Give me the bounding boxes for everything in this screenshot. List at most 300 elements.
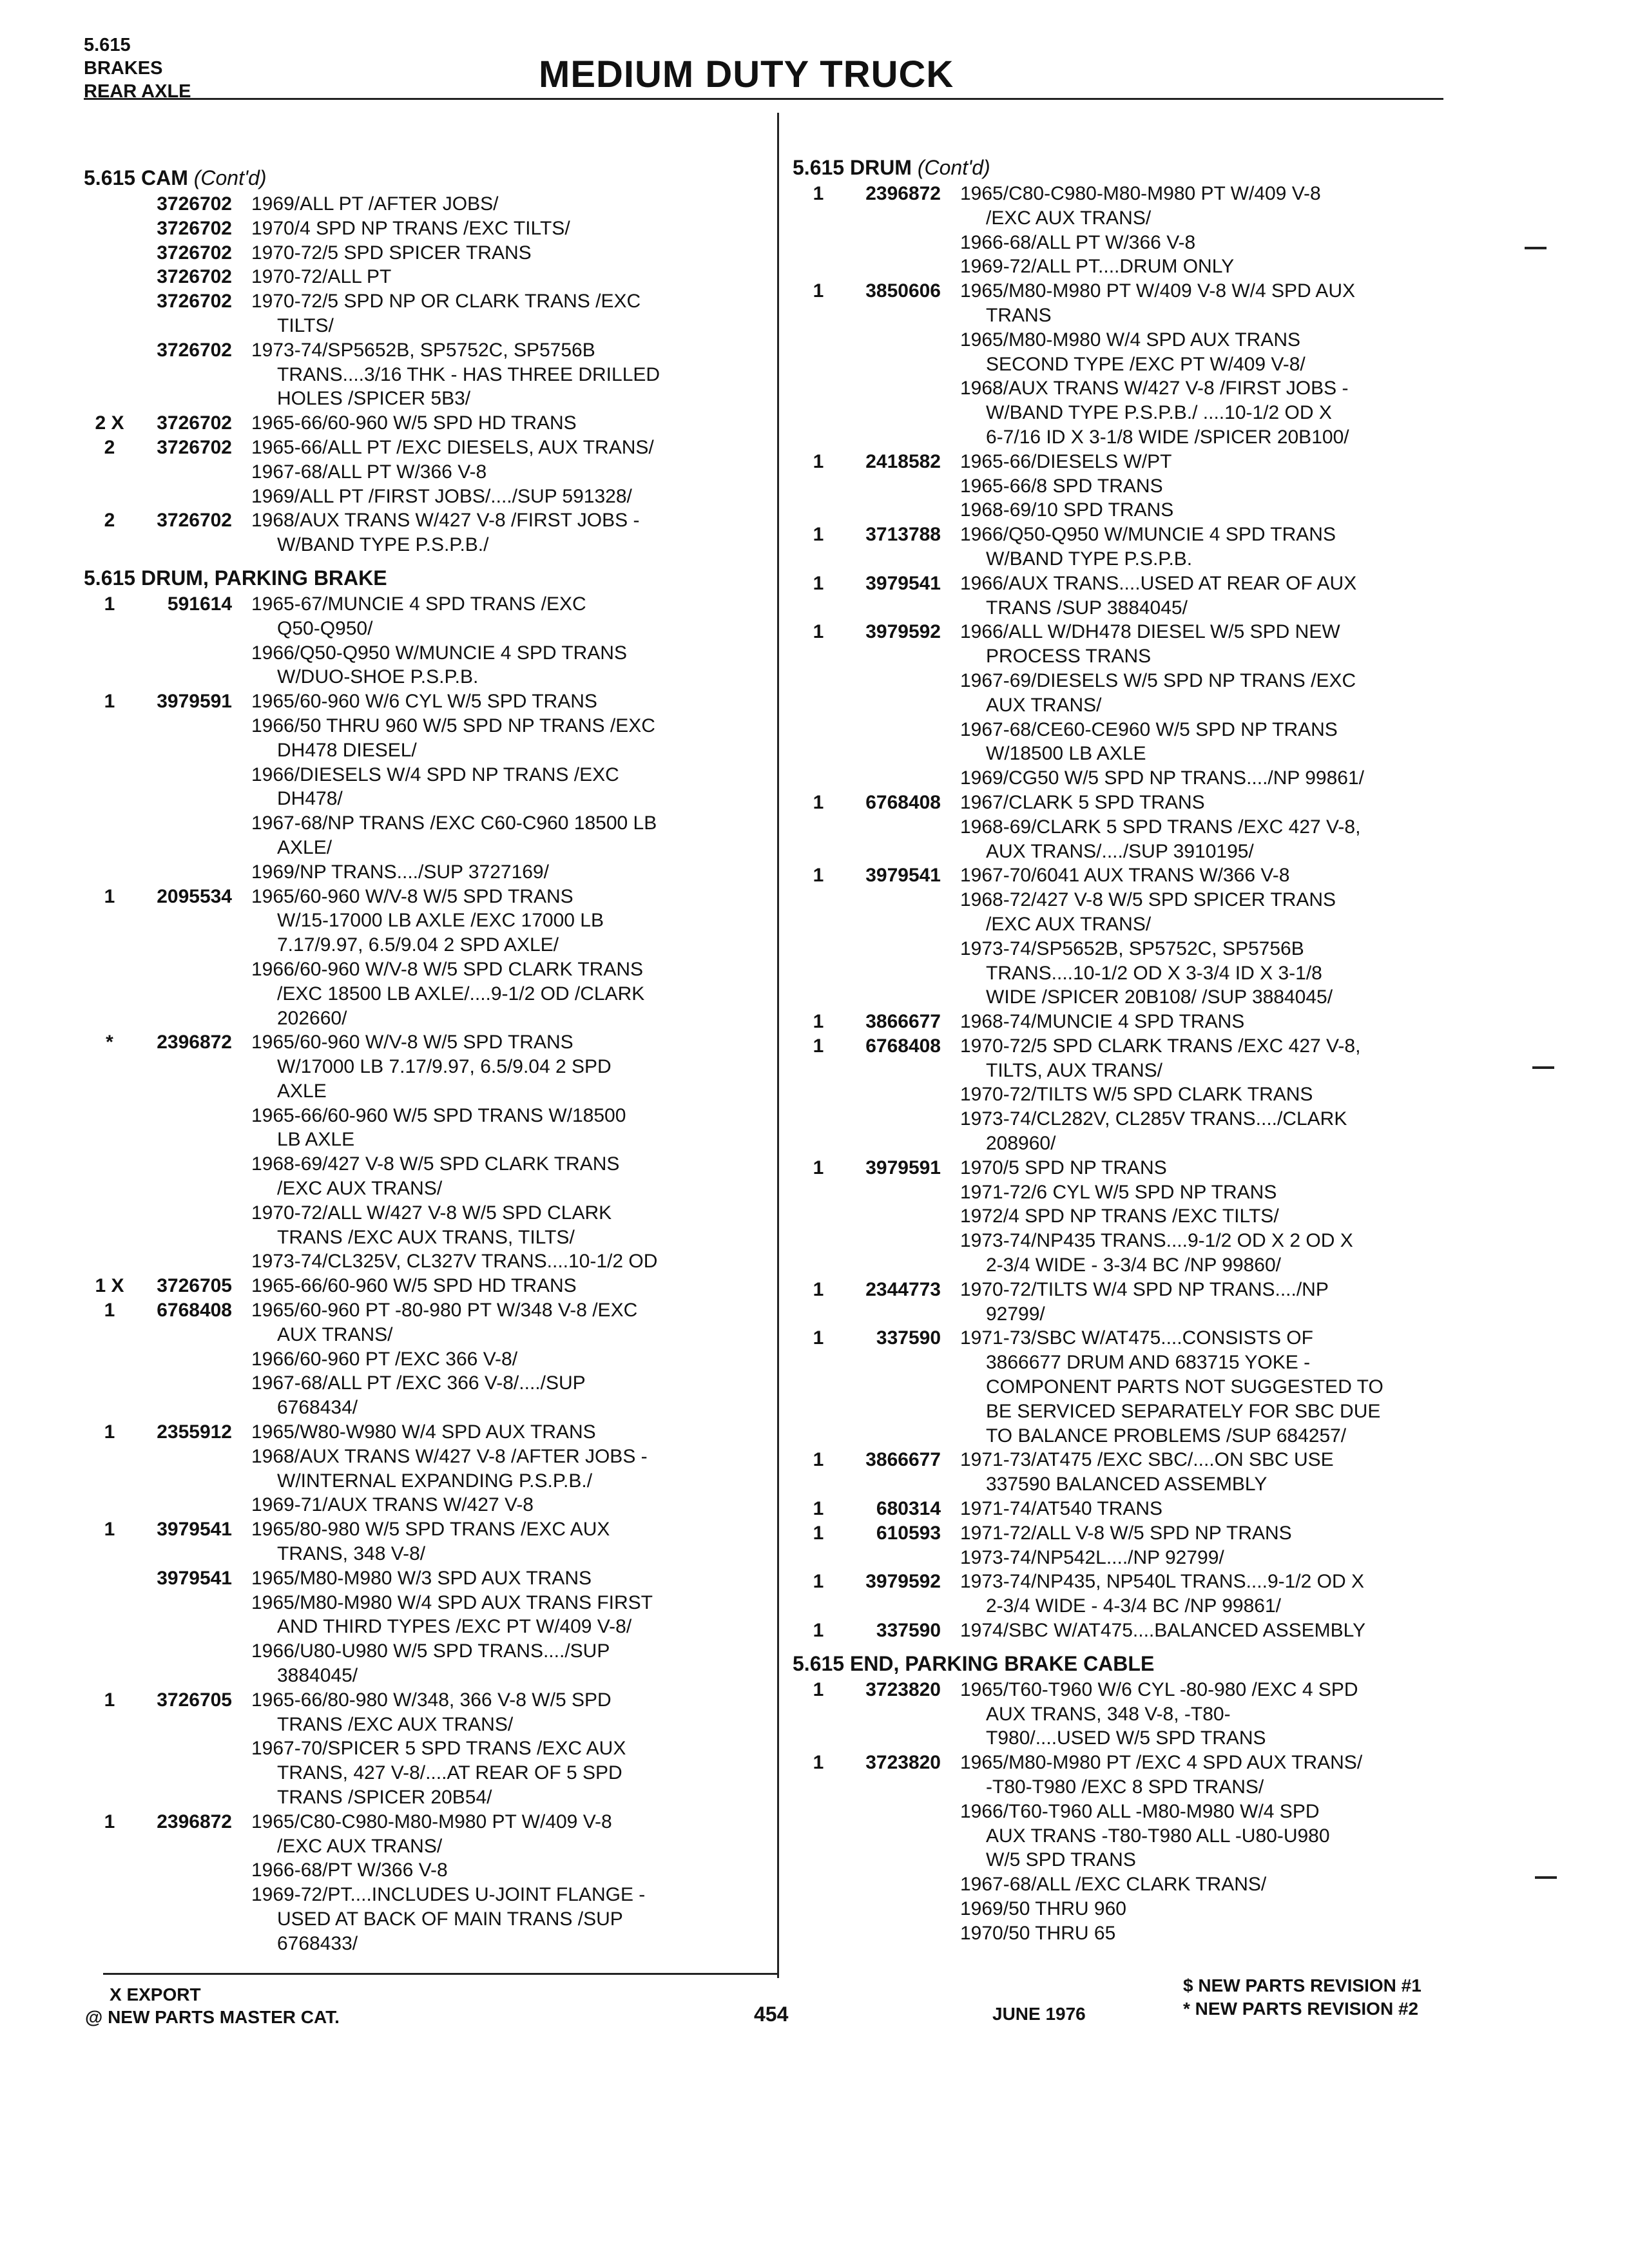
application-line: /EXC AUX TRANS/ bbox=[277, 1835, 443, 1857]
part-entry bbox=[84, 241, 767, 265]
quantity: 1 bbox=[813, 450, 824, 472]
application-line: TILTS, AUX TRANS/ bbox=[986, 1059, 1162, 1081]
revision-margin-mark bbox=[1525, 247, 1547, 249]
part-entry bbox=[84, 592, 767, 689]
application-line: 1966-68/ALL PT W/366 V-8 bbox=[960, 231, 1196, 253]
quantity: 1 bbox=[813, 1752, 824, 1774]
part-entry bbox=[84, 1420, 767, 1517]
header-rule bbox=[84, 98, 1443, 100]
quantity: 1 bbox=[104, 1689, 115, 1711]
application-notes bbox=[960, 1448, 1463, 1497]
application-line: 1968/AUX TRANS W/427 V-8 /FIRST JOBS - bbox=[251, 510, 640, 532]
section-title: 5.615 CAM bbox=[84, 166, 188, 189]
application-line: 1970-72/ALL W/427 V-8 W/5 SPD CLARK bbox=[251, 1202, 612, 1224]
section-heading bbox=[793, 1649, 1463, 1678]
application-line: 1970/50 THRU 65 bbox=[960, 1922, 1116, 1944]
application-notes bbox=[960, 863, 1463, 1010]
application-notes bbox=[251, 192, 767, 216]
quantity: 1 bbox=[104, 1519, 115, 1541]
application-line: 1969/ALL PT /FIRST JOBS/..../SUP 591328/ bbox=[251, 485, 632, 507]
part-number: 3979541 bbox=[865, 865, 941, 887]
page-title: MEDIUM DUTY TRUCK bbox=[539, 53, 954, 95]
application-notes bbox=[251, 1274, 767, 1298]
application-line: BE SERVICED SEPARATELY FOR SBC DUE bbox=[986, 1400, 1381, 1422]
section-qualifier: (Cont'd) bbox=[917, 156, 990, 179]
part-number: 3979591 bbox=[865, 1157, 941, 1178]
quantity: 2 X bbox=[95, 412, 124, 434]
application-notes bbox=[960, 1751, 1463, 1945]
application-line: /EXC AUX TRANS/ bbox=[986, 913, 1152, 935]
part-number: 3850606 bbox=[865, 280, 941, 302]
quantity: 1 bbox=[104, 691, 115, 713]
application-line: DH478/ bbox=[277, 788, 343, 810]
application-notes bbox=[251, 436, 767, 508]
application-line: /EXC 18500 LB AXLE/....9-1/2 OD /CLARK bbox=[277, 983, 645, 1004]
application-line: 1965/T60-T960 W/6 CYL -80-980 /EXC 4 SPD bbox=[960, 1678, 1358, 1700]
application-line: 6768434/ bbox=[277, 1397, 358, 1419]
application-line: 1965/W80-W980 W/4 SPD AUX TRANS bbox=[251, 1421, 596, 1443]
application-line: W/DUO-SHOE P.S.P.B. bbox=[277, 666, 479, 688]
part-number: 2095534 bbox=[157, 885, 232, 907]
application-line: DH478 DIESEL/ bbox=[277, 739, 417, 761]
application-line: W/5 SPD TRANS bbox=[986, 1849, 1136, 1871]
legend-revision-2: * NEW PARTS REVISION #2 bbox=[1183, 1999, 1419, 2019]
part-entry bbox=[793, 1751, 1463, 1945]
application-line: AND THIRD TYPES /EXC PT W/409 V-8/ bbox=[277, 1616, 632, 1638]
part-number: 3726705 bbox=[157, 1275, 232, 1297]
part-entry bbox=[793, 523, 1463, 572]
quantity: 1 bbox=[813, 280, 824, 302]
part-entry bbox=[84, 508, 767, 557]
application-line: 3866677 DRUM AND 683715 YOKE - bbox=[986, 1352, 1311, 1374]
header-code-subgroup: REAR AXLE bbox=[84, 81, 191, 102]
application-line: 1971-73/SBC W/AT475....CONSISTS OF bbox=[960, 1327, 1313, 1349]
application-line: 1965/M80-M980 PT /EXC 4 SPD AUX TRANS/ bbox=[960, 1752, 1363, 1774]
application-line: 1967-68/CE60-CE960 W/5 SPD NP TRANS bbox=[960, 718, 1338, 740]
part-entry bbox=[84, 338, 767, 411]
quantity: 1 bbox=[104, 1811, 115, 1832]
application-line: 1972/4 SPD NP TRANS /EXC TILTS/ bbox=[960, 1206, 1279, 1227]
quantity: 1 bbox=[813, 1157, 824, 1178]
application-notes bbox=[960, 572, 1463, 620]
application-line: TRANS /SUP 3884045/ bbox=[986, 597, 1188, 619]
part-entry bbox=[793, 1619, 1463, 1643]
application-line: 1967-70/6041 AUX TRANS W/366 V-8 bbox=[960, 865, 1290, 887]
application-notes bbox=[960, 1619, 1463, 1643]
part-entry bbox=[84, 885, 767, 1031]
application-line: 2-3/4 WIDE - 4-3/4 BC /NP 99861/ bbox=[986, 1595, 1281, 1617]
part-number: 3979592 bbox=[865, 621, 941, 643]
application-notes bbox=[251, 1030, 767, 1274]
application-line: 1965/60-960 W/6 CYL W/5 SPD TRANS bbox=[251, 691, 597, 713]
part-number: 591614 bbox=[167, 593, 232, 615]
application-line: 1965/M80-M980 W/4 SPD AUX TRANS bbox=[960, 329, 1300, 351]
part-entry bbox=[84, 216, 767, 241]
application-line: 1971-74/AT540 TRANS bbox=[960, 1498, 1163, 1520]
application-line: 6-7/16 ID X 3-1/8 WIDE /SPICER 20B100/ bbox=[986, 426, 1349, 448]
application-line: -T80-T980 /EXC 8 SPD TRANS/ bbox=[986, 1776, 1264, 1798]
application-line: 1970/4 SPD NP TRANS /EXC TILTS/ bbox=[251, 217, 570, 239]
application-line: 1965/60-960 W/V-8 W/5 SPD TRANS bbox=[251, 885, 574, 907]
application-line: W/BAND TYPE P.S.P.B./ bbox=[277, 534, 489, 556]
part-entry bbox=[793, 1326, 1463, 1448]
part-entry bbox=[793, 182, 1463, 279]
part-entry bbox=[84, 411, 767, 436]
application-line: LB AXLE bbox=[277, 1129, 355, 1151]
application-notes bbox=[960, 620, 1463, 791]
application-line: TRANS....3/16 THK - HAS THREE DRILLED bbox=[277, 363, 660, 385]
application-line: 1967-68/ALL PT /EXC 366 V-8/..../SUP bbox=[251, 1372, 586, 1394]
part-entry bbox=[84, 1566, 767, 1688]
application-line: 1966/T60-T960 ALL -M80-M980 W/4 SPD bbox=[960, 1800, 1320, 1822]
application-line: 6768433/ bbox=[277, 1932, 358, 1954]
part-number: 2396872 bbox=[865, 183, 941, 204]
application-line: 1969/NP TRANS..../SUP 3727169/ bbox=[251, 861, 549, 883]
application-notes bbox=[251, 1298, 767, 1420]
quantity: 1 bbox=[813, 1620, 824, 1642]
application-line: 1965/M80-M980 W/4 SPD AUX TRANS FIRST bbox=[251, 1591, 653, 1613]
application-line: 1970-72/5 SPD NP OR CLARK TRANS /EXC bbox=[251, 291, 641, 312]
application-notes bbox=[960, 791, 1463, 863]
application-notes bbox=[251, 1420, 767, 1517]
section-title: 5.615 DRUM bbox=[793, 156, 912, 179]
application-line: 1965/C80-C980-M80-M980 PT W/409 V-8 bbox=[251, 1811, 612, 1832]
column-divider bbox=[777, 113, 779, 1978]
header-codes bbox=[84, 34, 191, 103]
application-line: 1965-66/ALL PT /EXC DIESELS, AUX TRANS/ bbox=[251, 436, 654, 458]
application-notes bbox=[960, 279, 1463, 450]
application-notes bbox=[960, 1156, 1463, 1278]
legend-revision-1: $ NEW PARTS REVISION #1 bbox=[1183, 1975, 1422, 1995]
application-line: T980/....USED W/5 SPD TRANS bbox=[986, 1727, 1266, 1749]
application-line: 1971-73/AT475 /EXC SBC/....ON SBC USE bbox=[960, 1449, 1334, 1471]
application-line: 1968-69/CLARK 5 SPD TRANS /EXC 427 V-8, bbox=[960, 816, 1361, 838]
application-line: SECOND TYPE /EXC PT W/409 V-8/ bbox=[986, 353, 1306, 375]
application-notes bbox=[960, 182, 1463, 279]
revision-margin-mark bbox=[1535, 1876, 1557, 1879]
application-line: 1966/DIESELS W/4 SPD NP TRANS /EXC bbox=[251, 764, 619, 785]
section-heading bbox=[793, 153, 1463, 182]
application-line: 1970-72/ALL PT bbox=[251, 266, 392, 288]
section-heading bbox=[84, 564, 767, 592]
application-line: /EXC AUX TRANS/ bbox=[986, 207, 1152, 229]
part-entry bbox=[84, 289, 767, 338]
part-entry bbox=[793, 863, 1463, 1010]
quantity: 1 bbox=[813, 1011, 824, 1033]
part-entry bbox=[793, 1497, 1463, 1521]
application-line: 1967-70/SPICER 5 SPD TRANS /EXC AUX bbox=[251, 1738, 626, 1760]
application-line: 1969-71/AUX TRANS W/427 V-8 bbox=[251, 1494, 534, 1516]
application-line: 202660/ bbox=[277, 1007, 347, 1029]
quantity: 2 bbox=[104, 510, 115, 532]
page-number: 454 bbox=[754, 2003, 789, 2026]
part-entry bbox=[84, 1274, 767, 1298]
quantity: 1 bbox=[813, 1449, 824, 1471]
application-line: W/17000 LB 7.17/9.97, 6.5/9.04 2 SPD bbox=[277, 1056, 612, 1078]
application-line: 92799/ bbox=[986, 1303, 1045, 1325]
application-notes bbox=[960, 1010, 1463, 1034]
application-line: 1967/CLARK 5 SPD TRANS bbox=[960, 791, 1205, 813]
application-notes bbox=[960, 1278, 1463, 1327]
part-number: 3713788 bbox=[865, 524, 941, 546]
part-number: 3866677 bbox=[865, 1449, 941, 1471]
application-line: 1969/50 THRU 960 bbox=[960, 1898, 1126, 1919]
application-line: W/BAND TYPE P.S.P.B. bbox=[986, 548, 1193, 570]
application-notes bbox=[960, 1521, 1463, 1570]
application-line: 1970/5 SPD NP TRANS bbox=[960, 1157, 1167, 1178]
part-entry bbox=[793, 1034, 1463, 1156]
application-line: 1970-72/5 SPD CLARK TRANS /EXC 427 V-8, bbox=[960, 1035, 1361, 1057]
application-line: W/15-17000 LB AXLE /EXC 17000 LB bbox=[277, 910, 604, 932]
part-entry bbox=[793, 1010, 1463, 1034]
part-entry bbox=[793, 1570, 1463, 1619]
application-line: 1974/SBC W/AT475....BALANCED ASSEMBLY bbox=[960, 1620, 1366, 1642]
revision-margin-mark bbox=[1532, 1066, 1554, 1069]
application-line: 1969/CG50 W/5 SPD NP TRANS..../NP 99861/ bbox=[960, 767, 1364, 789]
application-line: 208960/ bbox=[986, 1133, 1056, 1155]
application-line: W/BAND TYPE P.S.P.B./ ....10-1/2 OD X bbox=[986, 402, 1332, 424]
part-number: 3726702 bbox=[157, 510, 232, 532]
application-notes bbox=[251, 1566, 767, 1688]
left-column bbox=[84, 157, 767, 1956]
application-line: 1969-72/PT....INCLUDES U-JOINT FLANGE - bbox=[251, 1884, 646, 1906]
application-line: HOLES /SPICER 5B3/ bbox=[277, 388, 471, 410]
quantity: 1 bbox=[813, 572, 824, 594]
application-line: 1968-69/427 V-8 W/5 SPD CLARK TRANS bbox=[251, 1153, 620, 1175]
application-line: 7.17/9.97, 6.5/9.04 2 SPD AXLE/ bbox=[277, 934, 559, 956]
section-qualifier: (Cont'd) bbox=[193, 166, 267, 189]
quantity: 1 bbox=[104, 885, 115, 907]
header-code-section: 5.615 bbox=[84, 35, 131, 55]
quantity: 1 bbox=[813, 621, 824, 643]
application-line: 1970-72/TILTS W/4 SPD NP TRANS..../NP bbox=[960, 1278, 1329, 1300]
part-entry bbox=[793, 1448, 1463, 1497]
part-number: 3726702 bbox=[157, 266, 232, 288]
quantity: 2 bbox=[104, 436, 115, 458]
application-line: W/18500 LB AXLE bbox=[986, 743, 1146, 765]
part-entry bbox=[793, 1278, 1463, 1327]
application-line: 1966/AUX TRANS....USED AT REAR OF AUX bbox=[960, 572, 1357, 594]
application-line: 1973-74/CL325V, CL327V TRANS....10-1/2 OD bbox=[251, 1251, 658, 1273]
application-line: 1973-74/NP435, NP540L TRANS....9-1/2 OD X bbox=[960, 1571, 1364, 1593]
application-line: 1966/ALL W/DH478 DIESEL W/5 SPD NEW bbox=[960, 621, 1340, 643]
part-entry bbox=[793, 1678, 1463, 1751]
application-line: TRANS, 427 V-8/....AT REAR OF 5 SPD bbox=[277, 1762, 622, 1784]
part-entry bbox=[84, 1688, 767, 1810]
part-number: 3723820 bbox=[865, 1678, 941, 1700]
application-line: 1965/60-960 PT -80-980 PT W/348 V-8 /EXC bbox=[251, 1300, 638, 1321]
application-line: WIDE /SPICER 20B108/ /SUP 3884045/ bbox=[986, 986, 1333, 1008]
quantity: 1 bbox=[104, 593, 115, 615]
application-line: 1971-72/ALL V-8 W/5 SPD NP TRANS bbox=[960, 1522, 1292, 1544]
application-notes bbox=[251, 1688, 767, 1810]
part-number: 3726702 bbox=[157, 193, 232, 215]
quantity: 1 bbox=[813, 865, 824, 887]
application-line: 1965-67/MUNCIE 4 SPD TRANS /EXC bbox=[251, 593, 586, 615]
application-line: 1967-68/ALL /EXC CLARK TRANS/ bbox=[960, 1874, 1267, 1896]
quantity: 1 bbox=[813, 1327, 824, 1349]
footer-rule bbox=[103, 1973, 777, 1975]
application-notes bbox=[960, 1497, 1463, 1521]
part-number: 3979591 bbox=[157, 691, 232, 713]
part-entry bbox=[84, 1810, 767, 1956]
application-notes bbox=[251, 592, 767, 689]
application-line: 337590 BALANCED ASSEMBLY bbox=[986, 1474, 1268, 1495]
application-line: TO BALANCE PROBLEMS /SUP 684257/ bbox=[986, 1425, 1347, 1446]
part-number: 6768408 bbox=[865, 1035, 941, 1057]
application-line: 1970-72/5 SPD SPICER TRANS bbox=[251, 242, 532, 264]
part-number: 610593 bbox=[876, 1522, 941, 1544]
application-line: 1968-74/MUNCIE 4 SPD TRANS bbox=[960, 1011, 1245, 1033]
part-entry bbox=[84, 192, 767, 216]
application-line: 1965-66/80-980 W/348, 366 V-8 W/5 SPD bbox=[251, 1689, 612, 1711]
application-line: 1973-74/SP5652B, SP5752C, SP5756B bbox=[960, 937, 1304, 959]
application-line: 1968/AUX TRANS W/427 V-8 /FIRST JOBS - bbox=[960, 378, 1349, 399]
application-line: /EXC AUX TRANS/ bbox=[277, 1178, 443, 1200]
quantity: 1 bbox=[813, 1571, 824, 1593]
application-line: AUX TRANS/..../SUP 3910195/ bbox=[986, 840, 1254, 862]
application-line: TRANS /EXC AUX TRANS/ bbox=[277, 1713, 514, 1735]
application-line: 1973-74/SP5652B, SP5752C, SP5756B bbox=[251, 339, 595, 361]
application-line: TRANS....10-1/2 OD X 3-3/4 ID X 3-1/8 bbox=[986, 962, 1322, 984]
part-entry bbox=[793, 450, 1463, 523]
application-line: 1965/C80-C980-M80-M980 PT W/409 V-8 bbox=[960, 183, 1321, 204]
application-line: PROCESS TRANS bbox=[986, 646, 1152, 668]
application-notes bbox=[960, 1034, 1463, 1156]
application-line: AUX TRANS -T80-T980 ALL -U80-U980 bbox=[986, 1825, 1330, 1847]
right-column bbox=[793, 147, 1463, 1946]
application-line: 1968-69/10 SPD TRANS bbox=[960, 499, 1174, 521]
application-notes bbox=[251, 265, 767, 289]
quantity: 1 bbox=[813, 1678, 824, 1700]
quantity: 1 X bbox=[95, 1275, 124, 1297]
part-entry bbox=[84, 1517, 767, 1566]
part-number: 3726702 bbox=[157, 436, 232, 458]
application-line: 1973-74/NP435 TRANS....9-1/2 OD X 2 OD X bbox=[960, 1230, 1353, 1252]
application-notes bbox=[251, 689, 767, 884]
quantity: * bbox=[106, 1032, 113, 1053]
part-entry bbox=[84, 1030, 767, 1274]
application-line: 1965-66/8 SPD TRANS bbox=[960, 475, 1163, 497]
application-notes bbox=[251, 1810, 767, 1956]
part-number: 2396872 bbox=[157, 1811, 232, 1832]
application-line: COMPONENT PARTS NOT SUGGESTED TO bbox=[986, 1376, 1383, 1398]
application-line: 1966/60-960 PT /EXC 366 V-8/ bbox=[251, 1348, 518, 1370]
part-number: 3979592 bbox=[865, 1571, 941, 1593]
application-line: 1969/ALL PT /AFTER JOBS/ bbox=[251, 193, 499, 215]
application-notes bbox=[251, 338, 767, 411]
application-line: TRANS /SPICER 20B54/ bbox=[277, 1787, 492, 1808]
part-entry bbox=[84, 265, 767, 289]
quantity: 1 bbox=[813, 1498, 824, 1520]
part-entry bbox=[793, 279, 1463, 450]
application-line: 1965/M80-M980 W/3 SPD AUX TRANS bbox=[251, 1567, 592, 1589]
application-notes bbox=[960, 1570, 1463, 1619]
application-line: 1970-72/TILTS W/5 SPD CLARK TRANS bbox=[960, 1084, 1313, 1106]
application-line: 1973-74/NP542L..../NP 92799/ bbox=[960, 1546, 1224, 1568]
application-line: 1967-69/DIESELS W/5 SPD NP TRANS /EXC bbox=[960, 669, 1356, 691]
section-title: 5.615 END, PARKING BRAKE CABLE bbox=[793, 1651, 1155, 1675]
application-line: AUX TRANS, 348 V-8, -T80- bbox=[986, 1703, 1231, 1725]
part-number: 3979541 bbox=[157, 1567, 232, 1589]
part-entry bbox=[84, 1298, 767, 1420]
application-line: 1965-66/60-960 W/5 SPD HD TRANS bbox=[251, 1275, 577, 1297]
part-number: 3726702 bbox=[157, 217, 232, 239]
part-number: 337590 bbox=[876, 1620, 941, 1642]
part-number: 2418582 bbox=[865, 450, 941, 472]
application-line: AXLE/ bbox=[277, 836, 333, 858]
part-number: 3726702 bbox=[157, 412, 232, 434]
part-entry bbox=[793, 791, 1463, 863]
application-line: 1965-66/60-960 W/5 SPD TRANS W/18500 bbox=[251, 1104, 626, 1126]
part-number: 2396872 bbox=[157, 1032, 232, 1053]
application-notes bbox=[960, 450, 1463, 523]
application-line: 1969-72/ALL PT....DRUM ONLY bbox=[960, 256, 1235, 278]
application-notes bbox=[251, 885, 767, 1031]
application-line: Q50-Q950/ bbox=[277, 617, 373, 639]
application-line: W/INTERNAL EXPANDING P.S.P.B./ bbox=[277, 1470, 593, 1492]
application-line: 1965-66/60-960 W/5 SPD HD TRANS bbox=[251, 412, 577, 434]
quantity: 1 bbox=[813, 1035, 824, 1057]
application-notes bbox=[251, 289, 767, 338]
application-line: 1965/60-960 W/V-8 W/5 SPD TRANS bbox=[251, 1032, 574, 1053]
application-notes bbox=[251, 241, 767, 265]
application-line: TILTS/ bbox=[277, 314, 334, 336]
section-title: 5.615 DRUM, PARKING BRAKE bbox=[84, 566, 387, 590]
legend-master-cat: @ NEW PARTS MASTER CAT. bbox=[85, 2007, 340, 2027]
part-number: 3866677 bbox=[865, 1011, 941, 1033]
part-number: 3979541 bbox=[157, 1519, 232, 1541]
part-number: 2344773 bbox=[865, 1278, 941, 1300]
part-entry bbox=[793, 1521, 1463, 1570]
application-line: 1966/60-960 W/V-8 W/5 SPD CLARK TRANS bbox=[251, 958, 644, 980]
part-number: 3726702 bbox=[157, 242, 232, 264]
part-entry bbox=[793, 1156, 1463, 1278]
part-number: 3723820 bbox=[865, 1752, 941, 1774]
part-entry bbox=[84, 689, 767, 884]
quantity: 1 bbox=[813, 183, 824, 204]
application-line: TRANS /EXC AUX TRANS, TILTS/ bbox=[277, 1226, 575, 1248]
application-line: 1966/Q50-Q950 W/MUNCIE 4 SPD TRANS bbox=[960, 524, 1336, 546]
application-line: 2-3/4 WIDE - 3-3/4 BC /NP 99860/ bbox=[986, 1254, 1281, 1276]
application-line: 1971-72/6 CYL W/5 SPD NP TRANS bbox=[960, 1181, 1277, 1203]
application-line: 1965-66/DIESELS W/PT bbox=[960, 450, 1172, 472]
application-line: TRANS bbox=[986, 304, 1052, 326]
application-line: 1968-72/427 V-8 W/5 SPD SPICER TRANS bbox=[960, 889, 1336, 911]
application-line: 1965/80-980 W/5 SPD TRANS /EXC AUX bbox=[251, 1519, 610, 1541]
header-code-group: BRAKES bbox=[84, 58, 163, 79]
application-notes bbox=[251, 216, 767, 241]
application-line: 1967-68/NP TRANS /EXC C60-C960 18500 LB bbox=[251, 812, 657, 834]
application-line: TRANS, 348 V-8/ bbox=[277, 1543, 426, 1565]
application-line: 1973-74/CL282V, CL285V TRANS..../CLARK bbox=[960, 1108, 1347, 1130]
application-notes bbox=[251, 508, 767, 557]
part-number: 337590 bbox=[876, 1327, 941, 1349]
part-number: 6768408 bbox=[157, 1300, 232, 1321]
part-entry bbox=[793, 620, 1463, 791]
application-line: 1965/M80-M980 PT W/409 V-8 W/4 SPD AUX bbox=[960, 280, 1356, 302]
section-heading bbox=[84, 164, 767, 192]
application-notes bbox=[960, 523, 1463, 572]
part-number: 3726705 bbox=[157, 1689, 232, 1711]
application-notes bbox=[251, 411, 767, 436]
application-line: AXLE bbox=[277, 1080, 327, 1102]
application-line: 3884045/ bbox=[277, 1665, 358, 1687]
application-line: AUX TRANS/ bbox=[277, 1323, 393, 1345]
quantity: 1 bbox=[813, 1278, 824, 1300]
application-notes bbox=[960, 1326, 1463, 1448]
part-entry bbox=[84, 436, 767, 508]
